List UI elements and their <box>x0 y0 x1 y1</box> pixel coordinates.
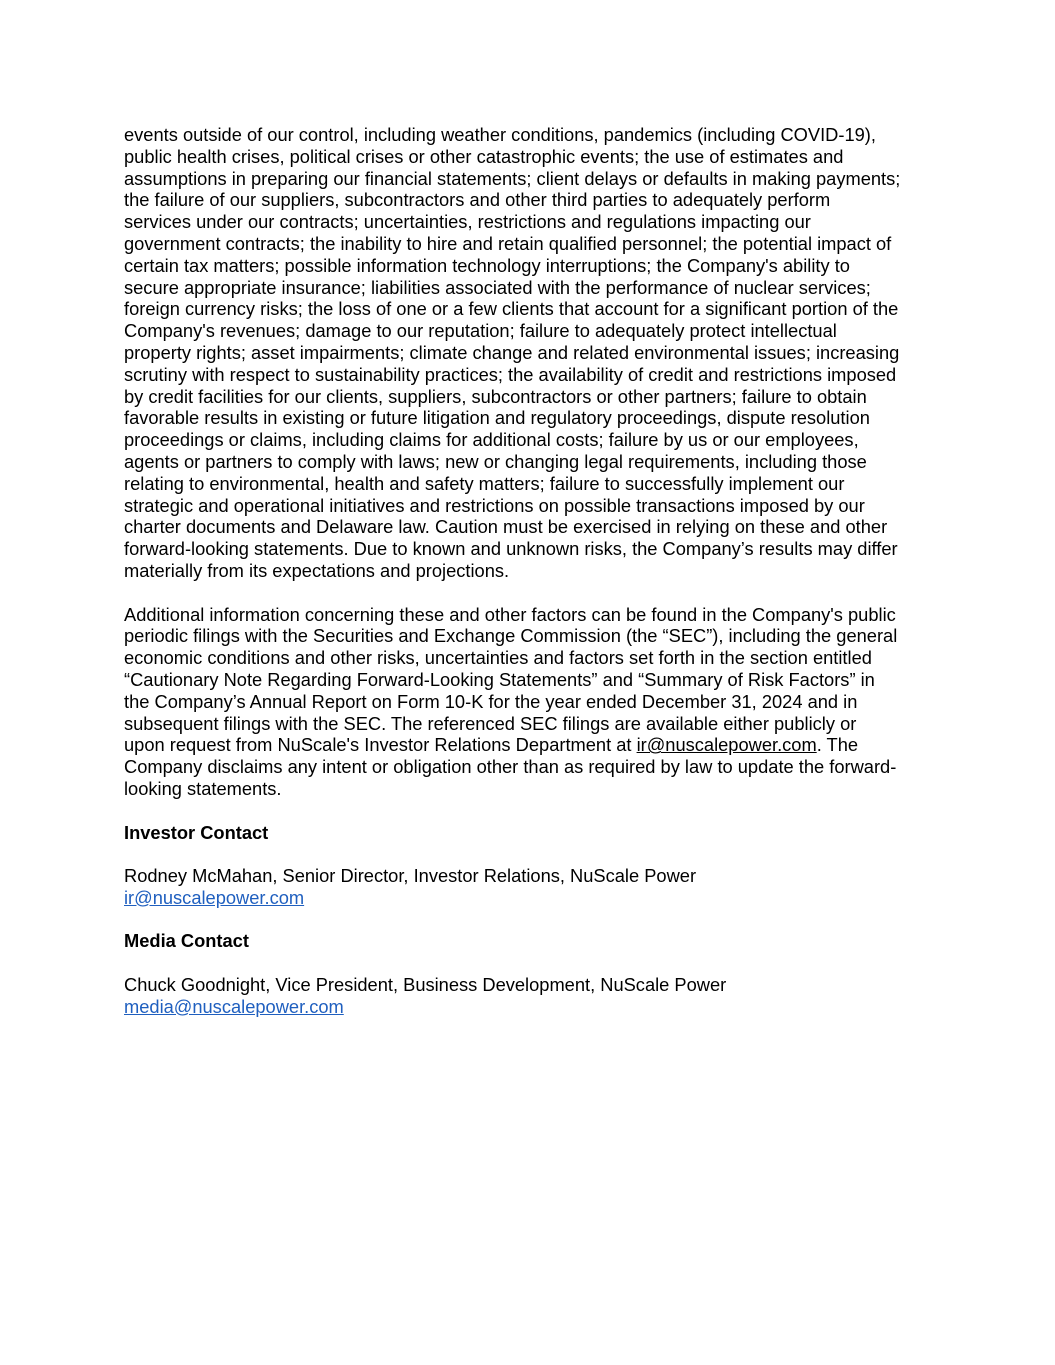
paragraph-line: economic conditions and other risks, uncertainties and factors set forth in the section entitled <box>124 647 872 669</box>
media-contact-heading: Media Contact <box>124 930 249 952</box>
investor-contact-heading: Investor Contact <box>124 821 269 843</box>
paragraph-line: forward-looking statements. Due to known and unknown risks, the Company’s results may differ <box>124 538 898 560</box>
paragraph-line: materially from its expectations and projections. <box>124 559 510 581</box>
paragraph-line: certain tax matters; possible information technology interruptions; the Company's ability to <box>124 254 850 276</box>
paragraph-line: proceedings or claims, including claims for additional costs; failure by us or our employees, <box>124 429 859 451</box>
paragraph-line: foreign currency risks; the loss of one or a few clients that account for a significant portion of the <box>124 298 899 320</box>
paragraph-line-with-link <box>124 734 934 756</box>
paragraph-line: Company disclaims any intent or obligation other than as required by law to update the forward- <box>124 756 897 778</box>
paragraph-line: events outside of our control, including weather conditions, pandemics (including COVID-19), <box>124 124 876 145</box>
risk-factors-paragraph <box>124 124 934 582</box>
paragraph-line: public health crises, political crises or other catastrophic events; the use of estimates and <box>124 145 844 167</box>
media-contact-email-link[interactable]: media@nuscalepower.com <box>124 995 344 1017</box>
paragraph-line: looking statements. <box>124 777 282 799</box>
paragraph-line: relating to environmental, health and safety matters; failure to successfully implement our <box>124 472 845 494</box>
paragraph-line: scrutiny with respect to sustainability practices; the availability of credit and restrictions imposed <box>124 363 897 385</box>
paragraph-line: agents or partners to comply with laws; new or changing legal requirements, including those <box>124 450 867 472</box>
paragraph-line: property rights; asset impairments; climate change and related environmental issues; increasing <box>124 341 900 363</box>
paragraph-line: assumptions in preparing our financial statements; client delays or defaults in making payments; <box>124 167 901 189</box>
link-line-suffix: . The <box>816 734 859 756</box>
paragraph-line: Company's revenues; damage to our reputation; failure to adequately protect intellectual <box>124 320 837 342</box>
investor-contact-block <box>124 865 934 909</box>
paragraph-line: favorable results in existing or future litigation and regulatory proceedings, dispute resolution <box>124 407 870 429</box>
paragraph-line: by credit facilities for our clients, suppliers, subcontractors or other partners; failure to obtain <box>124 385 867 407</box>
paragraph-line: the failure of our suppliers, subcontractors and other third parties to adequately perform <box>124 189 831 211</box>
media-contact-name: Chuck Goodnight, Vice President, Business Development, NuScale Power <box>124 974 727 996</box>
document-page <box>124 124 934 1039</box>
paragraph-line: charter documents and Delaware law. Caution must be exercised in relying on these and other <box>124 516 888 538</box>
paragraph-line: periodic filings with the Securities and Exchange Commission (the “SEC”), including the general <box>124 625 898 647</box>
paragraph-line: Additional information concerning these and other factors can be found in the Company's public <box>124 603 896 625</box>
investor-relations-email-link[interactable]: ir@nuscalepower.com <box>636 734 817 756</box>
paragraph-line: services under our contracts; uncertainties, restrictions and regulations impacting our <box>124 211 811 233</box>
paragraph-line: secure appropriate insurance; liabilities associated with the performance of nuclear services; <box>124 276 871 298</box>
additional-information-paragraph <box>124 604 934 800</box>
media-contact-block <box>124 974 934 1018</box>
paragraph-line: “Cautionary Note Regarding Forward-Looking Statements” and “Summary of Risk Factors” in <box>124 668 875 690</box>
investor-contact-name: Rodney McMahan, Senior Director, Investor Relations, NuScale Power <box>124 865 697 887</box>
paragraph-line: strategic and operational initiatives and restrictions on possible transactions imposed by our <box>124 494 865 516</box>
link-line-prefix: upon request from NuScale's Investor Relations Department at <box>124 734 637 756</box>
paragraph-line: subsequent filings with the SEC. The referenced SEC filings are available either publicly or <box>124 712 857 734</box>
paragraph-line: government contracts; the inability to hire and retain qualified personnel; the potential impact of <box>124 232 892 254</box>
investor-contact-email-link[interactable]: ir@nuscalepower.com <box>124 886 305 908</box>
paragraph-line: the Company’s Annual Report on Form 10-K for the year ended December 31, 2024 and in <box>124 690 858 712</box>
